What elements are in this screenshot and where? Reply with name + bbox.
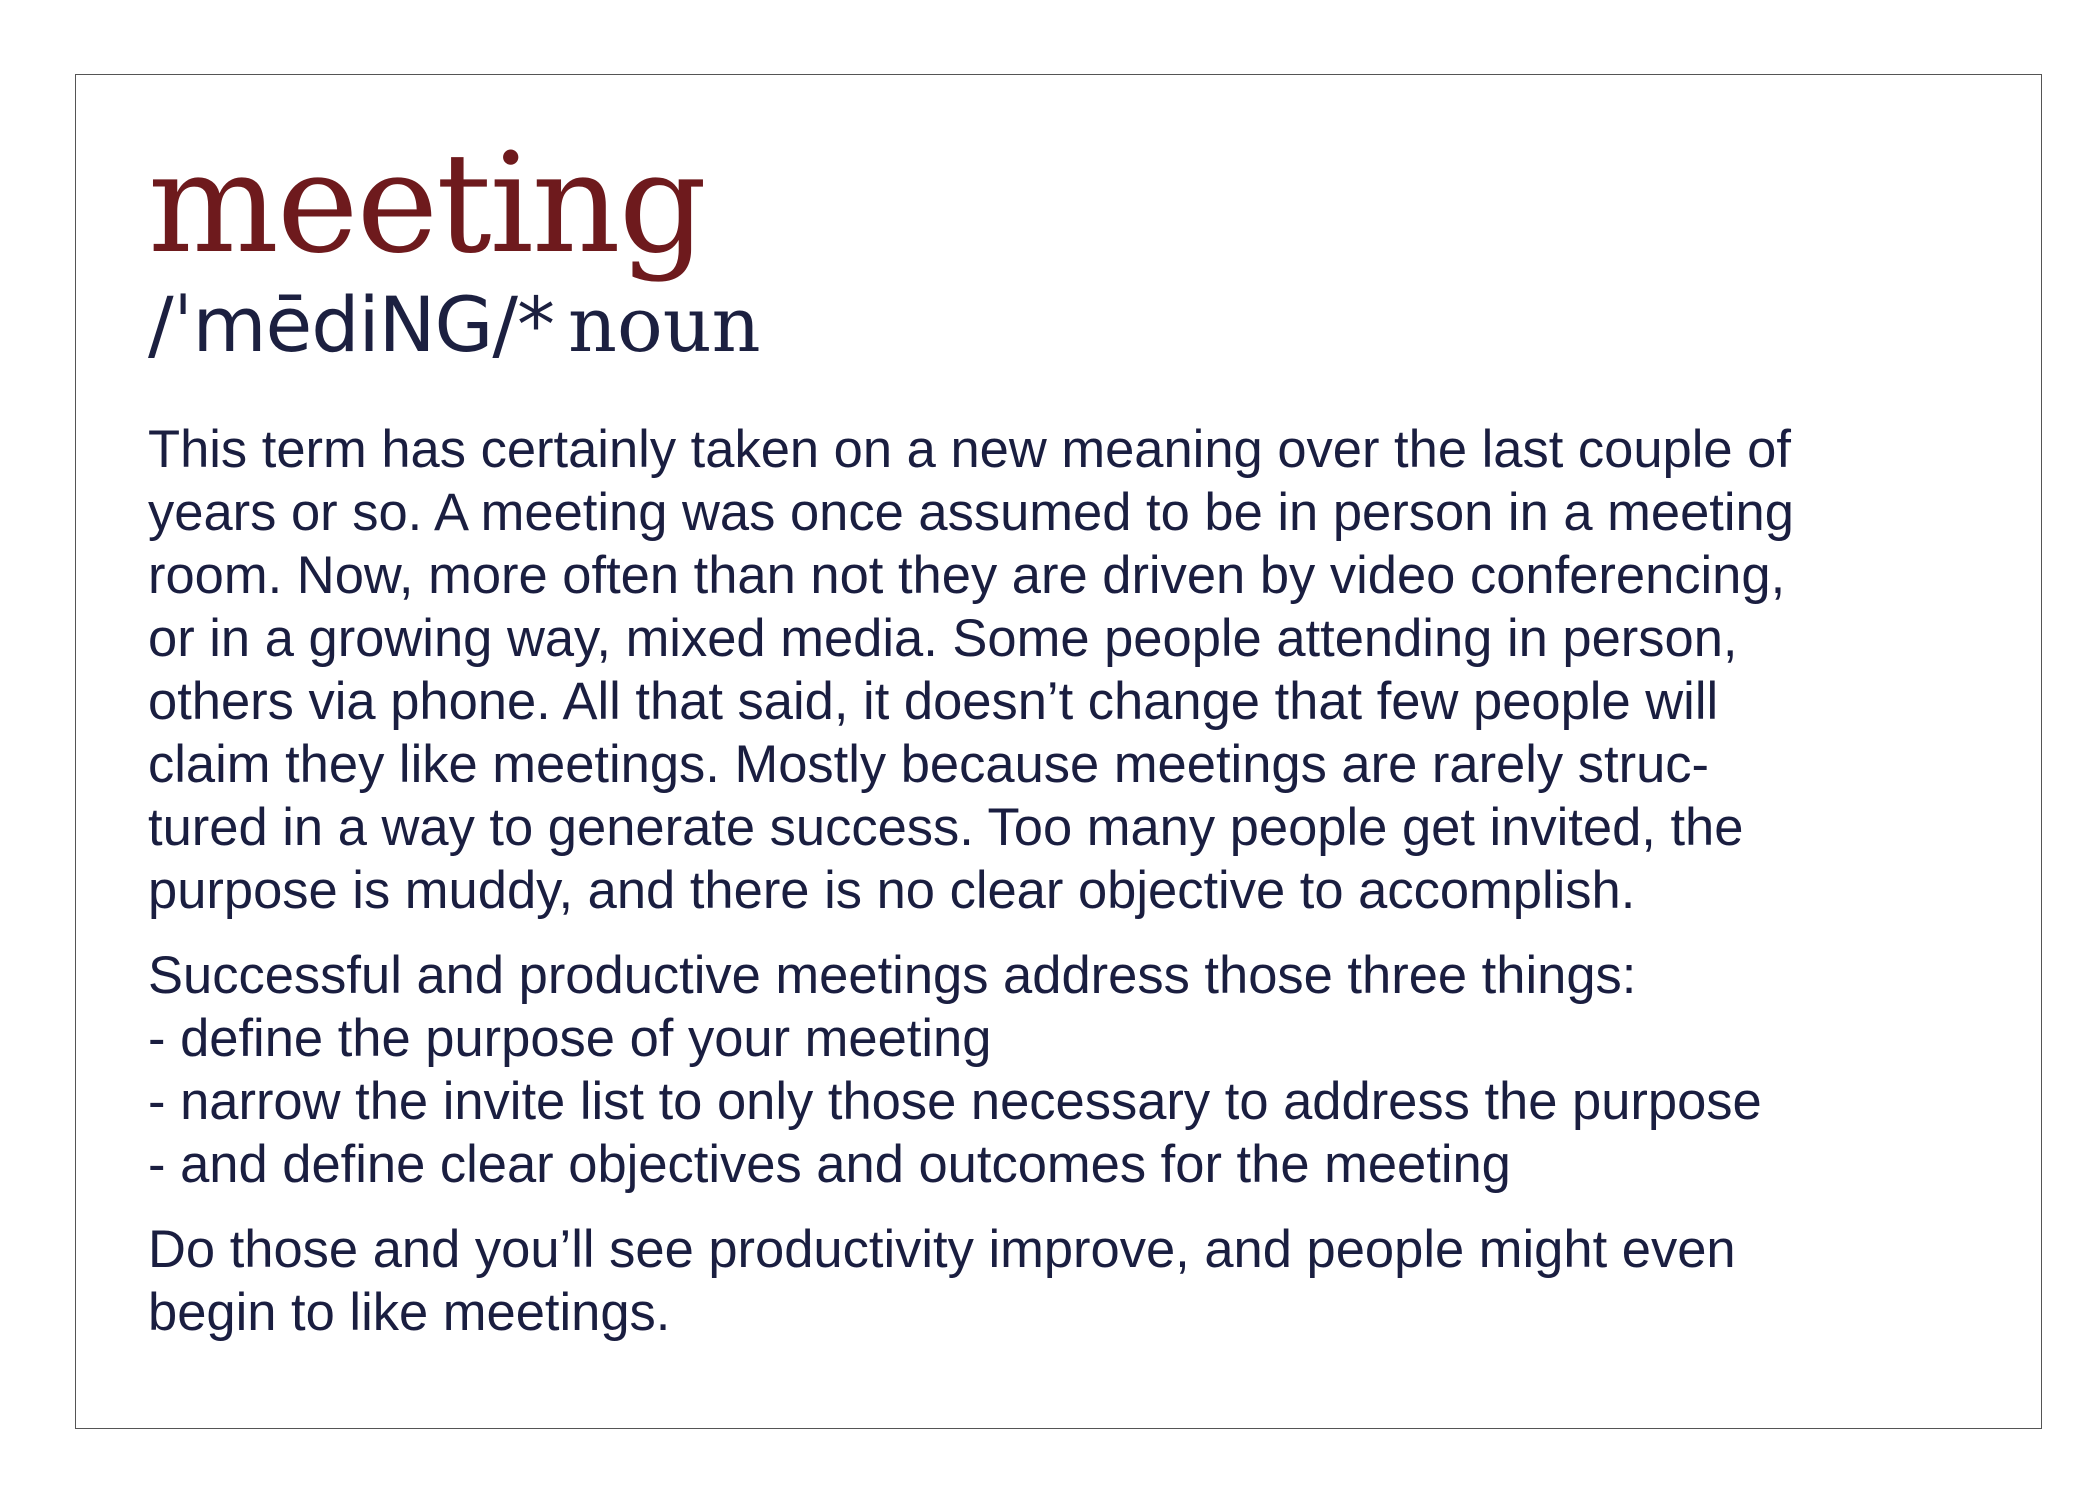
paragraph-closing: [148, 1218, 2028, 1344]
pronunciation: /ˈmēdiNG/*: [148, 280, 554, 369]
paragraph-intro: [148, 418, 2028, 922]
text-line: begin to like meetings.: [148, 1283, 671, 1342]
pronunciation-line: [148, 280, 761, 369]
definition-body: [148, 418, 2028, 1366]
text-line: or in a growing way, mixed media. Some people attending in person,: [148, 609, 1738, 668]
list-item: - define the purpose of your meeting: [148, 1009, 992, 1068]
part-of-speech: noun: [568, 280, 761, 369]
text-line: Do those and you’ll see productivity improve, and people might even: [148, 1220, 1736, 1279]
text-line: claim they like meetings. Mostly because meetings are rarely struc-: [148, 735, 1710, 794]
text-line: This term has certainly taken on a new meaning over the last couple of: [148, 420, 1791, 479]
text-line: Successful and productive meetings address those three things:: [148, 946, 1637, 1005]
text-line: room. Now, more often than not they are driven by video conferencing,: [148, 546, 1786, 605]
text-line: purpose is muddy, and there is no clear objective to accomplish.: [148, 861, 1636, 920]
definition-card: [75, 74, 2042, 1429]
text-line: tured in a way to generate success. Too many people get invited, the: [148, 798, 1744, 857]
paragraph-list: [148, 944, 2028, 1196]
headword: meeting: [148, 123, 706, 284]
text-line: years or so. A meeting was once assumed to be in person in a meeting: [148, 483, 1794, 542]
text-line: others via phone. All that said, it doesn’t change that few people will: [148, 672, 1719, 731]
list-item: - and define clear objectives and outcomes for the meeting: [148, 1135, 1511, 1194]
list-item: - narrow the invite list to only those necessary to address the purpose: [148, 1072, 1762, 1131]
